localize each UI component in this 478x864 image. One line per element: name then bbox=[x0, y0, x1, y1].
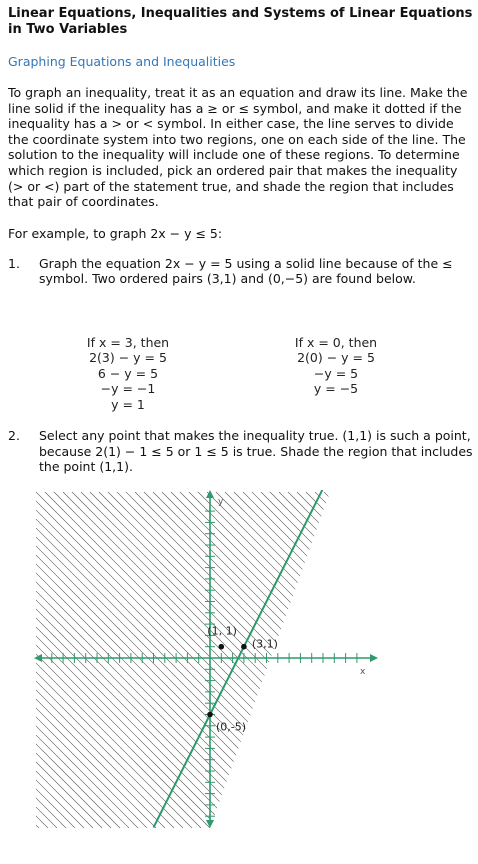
hatch-line bbox=[79, 490, 392, 830]
hatch-line bbox=[32, 490, 302, 830]
coordinate-axes bbox=[34, 490, 378, 828]
hatch-line bbox=[169, 490, 392, 830]
work-line: If x = 3, then bbox=[86, 335, 170, 350]
y-axis-arrow-up bbox=[206, 490, 214, 498]
point-marker bbox=[219, 644, 225, 650]
step-number: 2. bbox=[8, 428, 20, 443]
hatch-line bbox=[214, 490, 392, 830]
hatch-line bbox=[32, 490, 149, 830]
hatch-line bbox=[52, 490, 392, 830]
point-marker bbox=[207, 712, 213, 718]
document-page bbox=[8, 6, 473, 287]
step-text: Select any point that makes the inequality true. (1,1) is such a point, because 2(1) − 1 ≤ 5 or 1 ≤ 5 is true. Shade the region that includes the point (1,1). bbox=[39, 428, 473, 475]
hatch-line bbox=[223, 490, 392, 830]
hatch-line bbox=[286, 490, 392, 830]
hatch-line bbox=[32, 490, 176, 830]
hatch-line bbox=[32, 490, 59, 830]
hatch-line bbox=[331, 490, 392, 830]
hatch-line bbox=[43, 490, 383, 830]
step-number: 1. bbox=[8, 255, 20, 271]
example-intro: For example, to graph 2x − y ≤ 5: bbox=[8, 225, 223, 241]
work-line: −y = −1 bbox=[100, 381, 156, 397]
hatch-line bbox=[32, 490, 329, 830]
work-line: −y = 5 bbox=[313, 365, 359, 381]
work-right bbox=[290, 335, 382, 397]
section-subtitle: Graphing Equations and Inequalities bbox=[8, 54, 236, 69]
point-label: (3,1) bbox=[251, 637, 278, 651]
step-text: Graph the equation 2x − y = 5 using a solid line because of the ≤ symbol. Two ordered pairs (3,1) and (0,−5) are found below. bbox=[39, 255, 453, 287]
hatch-line bbox=[32, 490, 104, 830]
hatch-line bbox=[32, 490, 68, 830]
point-label: (0,-5) bbox=[216, 720, 247, 734]
point-marker bbox=[241, 644, 247, 650]
page-title: Linear Equations, Inequalities and Systems of Linear Equations in Two Variables bbox=[8, 6, 473, 37]
work-line: 2(3) − y = 5 bbox=[89, 350, 167, 366]
hatch-line bbox=[115, 490, 392, 830]
hatch-line bbox=[32, 490, 257, 830]
hatch-line bbox=[32, 490, 347, 830]
hatch-line bbox=[376, 490, 392, 830]
x-axis-arrow-left bbox=[34, 654, 42, 662]
work-line: If x = 0, then bbox=[294, 335, 378, 350]
hatch-line bbox=[61, 490, 392, 830]
hatch-line bbox=[313, 490, 392, 830]
hatch-line bbox=[340, 490, 392, 830]
step-1 bbox=[8, 256, 473, 287]
y-axis-arrow-down bbox=[206, 820, 214, 828]
hatch-line bbox=[32, 490, 284, 830]
work-line: y = 1 bbox=[111, 396, 145, 412]
inequality-graph bbox=[32, 490, 392, 830]
hatch-line bbox=[32, 490, 356, 830]
hatch-line bbox=[133, 490, 392, 830]
y-axis-label: y bbox=[218, 497, 224, 507]
work-line: 6 − y = 5 bbox=[97, 365, 159, 381]
hatch-line bbox=[295, 490, 392, 830]
hatch-line bbox=[385, 490, 392, 830]
hatch-line bbox=[304, 490, 392, 830]
step-2 bbox=[8, 428, 473, 475]
work-line: 2(0) − y = 5 bbox=[297, 350, 375, 366]
hatch-line bbox=[32, 490, 311, 830]
hatch-line bbox=[32, 490, 248, 830]
point-label: (1, 1) bbox=[207, 624, 237, 638]
x-axis-label: x bbox=[360, 667, 366, 677]
intro-paragraph: To graph an inequality, treat it as an equation and draw its line. Make the line solid if the inequality has a ≥ or ≤ symbol, and make it dotted if the inequality has a > or < symbol. In either case, the line serves to divide the coordinate system into two regions, one on each side of the line. The solution to the inequality will include one of these regions. To determine which region is included, pick an ordered pair that makes the inequality (> or <) part of the statement true, and shade the region that includes that pair of coordinates. bbox=[8, 85, 468, 210]
hatch-line bbox=[32, 490, 212, 830]
hatch-line bbox=[196, 490, 392, 830]
step-2-block bbox=[8, 428, 473, 475]
hatch-line bbox=[358, 490, 392, 830]
hatch-line bbox=[241, 490, 392, 830]
x-axis-arrow-right bbox=[370, 654, 378, 662]
work-left bbox=[82, 335, 174, 412]
work-line: y = −5 bbox=[313, 381, 359, 397]
